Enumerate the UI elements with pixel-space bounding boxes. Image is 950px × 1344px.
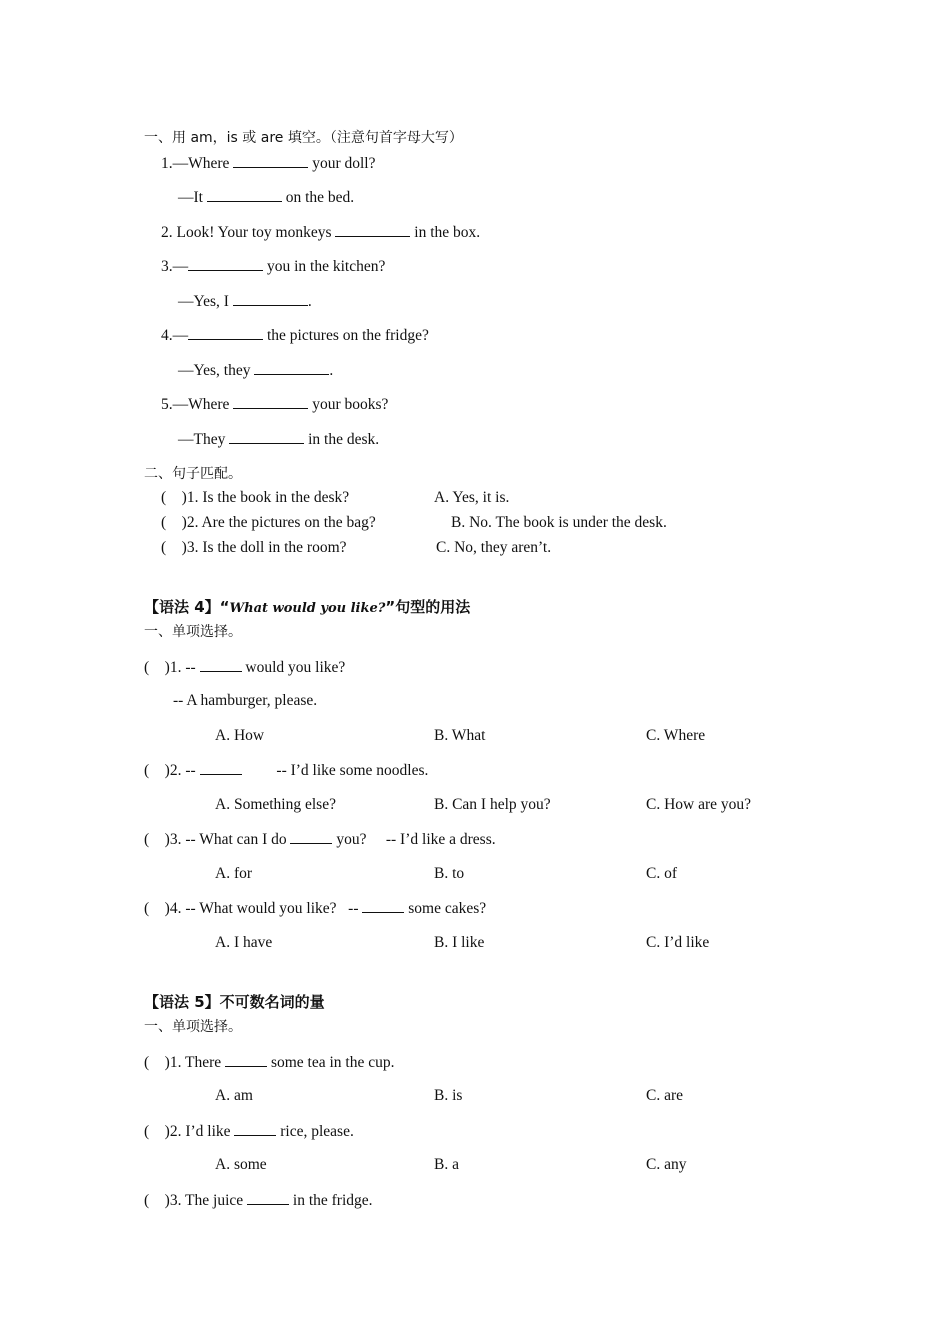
answer-blank[interactable] bbox=[188, 325, 263, 340]
answer-blank[interactable] bbox=[229, 429, 304, 444]
g4-q4-option-b[interactable]: B. I like bbox=[434, 934, 485, 951]
answer-blank[interactable] bbox=[247, 1190, 289, 1205]
g5-q1-option-a[interactable]: A. am bbox=[215, 1087, 253, 1104]
answer-blank[interactable] bbox=[254, 360, 329, 375]
s2-q3: ( )3. Is the doll in the room? bbox=[161, 539, 347, 556]
s2-q1: ( )1. Is the book in the desk? bbox=[161, 489, 350, 506]
answer-blank[interactable] bbox=[207, 187, 282, 202]
answer-blank[interactable] bbox=[200, 657, 242, 672]
g4-q4-option-a[interactable]: A. I have bbox=[215, 934, 273, 951]
s1-q1-question: 1.—Where your doll? bbox=[161, 155, 376, 172]
s1-q4-question: 4.— the pictures on the fridge? bbox=[161, 327, 429, 344]
g4-q1-reply: -- A hamburger, please. bbox=[173, 692, 318, 709]
g4-q1-option-a[interactable]: A. How bbox=[215, 727, 265, 744]
g5-q2-option-a[interactable]: A. some bbox=[215, 1156, 267, 1173]
s2-a2: B. No. The book is under the desk. bbox=[451, 514, 667, 531]
g5-q2: ( )2. I’d like rice, please. bbox=[144, 1123, 354, 1140]
g4-q4-option-c[interactable]: C. I’d like bbox=[646, 934, 710, 951]
answer-blank[interactable] bbox=[290, 829, 332, 844]
g5-q2-option-c[interactable]: C. any bbox=[646, 1156, 687, 1173]
s1-q1-answer: —It on the bed. bbox=[178, 189, 355, 206]
grammar-4-title: 【语法 4】“What would you like?”句型的用法 bbox=[144, 598, 471, 616]
section-2-heading: 二、句子匹配。 bbox=[144, 466, 242, 482]
answer-blank[interactable] bbox=[188, 256, 263, 271]
s1-q3-question: 3.— you in the kitchen? bbox=[161, 258, 386, 275]
g4-q2: ( )2. -- -- I’d like some noodles. bbox=[144, 762, 429, 779]
s2-q2: ( )2. Are the pictures on the bag? bbox=[161, 514, 376, 531]
g5-q3: ( )3. The juice in the fridge. bbox=[144, 1192, 373, 1209]
g4-q2-option-a[interactable]: A. Something else? bbox=[215, 796, 336, 813]
answer-blank[interactable] bbox=[234, 1121, 276, 1136]
g4-q1: ( )1. -- would you like? bbox=[144, 659, 346, 676]
g4-q3-option-b[interactable]: B. to bbox=[434, 865, 465, 882]
grammar-4-subheading: 一、单项选择。 bbox=[144, 624, 242, 640]
grammar-5-title: 【语法 5】不可数名词的量 bbox=[144, 993, 325, 1011]
answer-blank[interactable] bbox=[200, 760, 242, 775]
g4-q2-option-c[interactable]: C. How are you? bbox=[646, 796, 752, 813]
answer-blank[interactable] bbox=[225, 1052, 267, 1067]
g4-q2-option-b[interactable]: B. Can I help you? bbox=[434, 796, 551, 813]
g4-q1-option-b[interactable]: B. What bbox=[434, 727, 486, 744]
s1-q5-question: 5.—Where your books? bbox=[161, 396, 389, 413]
s1-q4-answer: —Yes, they . bbox=[178, 362, 334, 379]
answer-blank[interactable] bbox=[233, 153, 308, 168]
s2-a1: A. Yes, it is. bbox=[434, 489, 510, 506]
g4-q4: ( )4. -- What would you like? -- some cakes? bbox=[144, 900, 487, 917]
section-1-heading: 一、用 am，is 或 are 填空。（注意句首字母大写） bbox=[144, 130, 463, 146]
s1-q3-answer: —Yes, I . bbox=[178, 293, 312, 310]
g5-q2-option-b[interactable]: B. a bbox=[434, 1156, 459, 1173]
g4-q3: ( )3. -- What can I do you? -- I’d like a dress. bbox=[144, 831, 496, 848]
g4-q3-option-c[interactable]: C. of bbox=[646, 865, 677, 882]
g4-q3-option-a[interactable]: A. for bbox=[215, 865, 253, 882]
s1-q5-answer: —They in the desk. bbox=[178, 431, 380, 448]
grammar-5-subheading: 一、单项选择。 bbox=[144, 1019, 242, 1035]
answer-blank[interactable] bbox=[335, 222, 410, 237]
s2-a3: C. No, they aren’t. bbox=[436, 539, 552, 556]
g5-q1-option-c[interactable]: C. are bbox=[646, 1087, 684, 1104]
g5-q1-option-b[interactable]: B. is bbox=[434, 1087, 463, 1104]
answer-blank[interactable] bbox=[362, 898, 404, 913]
s1-q2-question: 2. Look! Your toy monkeys in the box. bbox=[161, 224, 481, 241]
g4-q1-option-c[interactable]: C. Where bbox=[646, 727, 706, 744]
g5-q1: ( )1. There some tea in the cup. bbox=[144, 1054, 395, 1071]
answer-blank[interactable] bbox=[233, 291, 308, 306]
answer-blank[interactable] bbox=[233, 394, 308, 409]
